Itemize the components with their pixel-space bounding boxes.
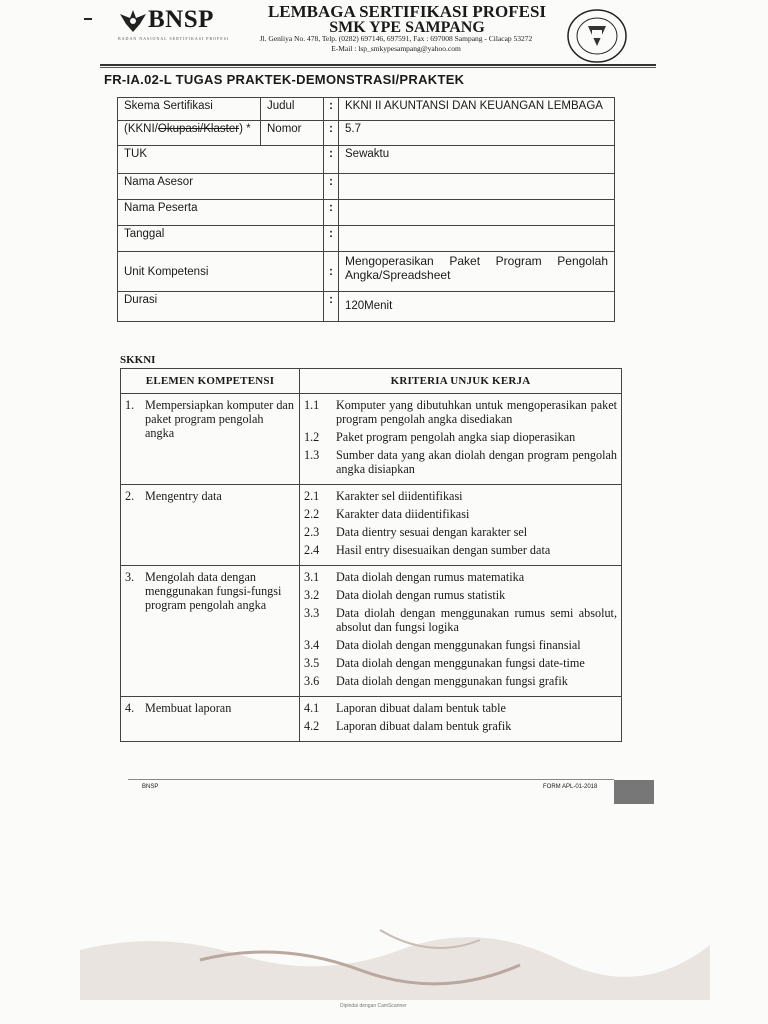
tanggal-label: Tanggal xyxy=(118,226,324,252)
criteria-text: Sumber data yang akan diolah dengan program pengolah angka disiapkan xyxy=(336,448,617,476)
bnsp-bird-icon xyxy=(118,8,148,34)
criteria-text: Data dientry sesuai dengan karakter sel xyxy=(336,525,528,539)
school-seal-icon xyxy=(566,8,628,64)
element-text: Mempersiapkan komputer dan paket program pengolah angka xyxy=(145,398,294,440)
colon: : xyxy=(324,146,339,174)
skema-sub-b: ) * xyxy=(239,123,251,135)
criteria-text: Data diolah dengan menggunakan fungsi grafik xyxy=(336,674,568,688)
colon: : xyxy=(324,174,339,200)
colon: : xyxy=(324,292,339,322)
judul-value: KKNI II AKUNTANSI DAN KEUANGAN LEMBAGA xyxy=(339,98,615,121)
criteria-number: 3.1 xyxy=(304,570,320,584)
colon: : xyxy=(324,252,339,292)
criteria-text: Laporan dibuat dalam bentuk table xyxy=(336,701,506,715)
criteria-text: Laporan dibuat dalam bentuk grafik xyxy=(336,719,512,733)
footer-form-code: FORM APL-01-2018 xyxy=(543,784,598,790)
durasi-value: 120Menit xyxy=(339,292,615,322)
skema-sublabel xyxy=(118,121,261,146)
form-title: FR-IA.02-L TUGAS PRAKTEK-DEMONSTRASI/PRAKTEK xyxy=(104,72,465,87)
criteria-text: Karakter data diidentifikasi xyxy=(336,507,470,521)
element-number: 1. xyxy=(125,398,135,412)
criteria-text: Komputer yang dibutuhkan untuk mengoperasikan paket program pengolah angka disediakan xyxy=(336,398,617,426)
page-number-tab xyxy=(614,780,654,804)
logo-subtext: BADAN NASIONAL SERTIFIKASI PROFESI xyxy=(118,36,230,41)
skema-label: Skema Sertifikasi xyxy=(118,98,261,121)
tuk-value: Sewaktu xyxy=(339,146,615,174)
criteria-number: 3.6 xyxy=(304,674,320,688)
criteria-text: Data diolah dengan menggunakan fungsi date-time xyxy=(336,656,585,670)
criteria-text: Karakter sel diidentifikasi xyxy=(336,489,463,503)
criteria-text: Hasil entry disesuaikan dengan sumber data xyxy=(336,543,551,557)
criteria-text: Data diolah dengan menggunakan rumus semi absolut, absolut dan fungsi logika xyxy=(336,606,617,634)
tuk-label: TUK xyxy=(118,146,324,174)
criteria-number: 2.3 xyxy=(304,525,320,539)
bnsp-logo xyxy=(118,6,230,42)
element-number: 2. xyxy=(125,489,135,503)
skema-sub-a: (KKNI/ xyxy=(124,123,158,135)
criteria-text: Data diolah dengan menggunakan fungsi finansial xyxy=(336,638,581,652)
criteria-number: 2.2 xyxy=(304,507,320,521)
table-row xyxy=(121,485,622,566)
element-number: 4. xyxy=(125,701,135,715)
colon: : xyxy=(324,98,339,121)
logo-text: BNSP xyxy=(148,6,214,33)
competency-table xyxy=(120,368,622,742)
criteria-number: 3.3 xyxy=(304,606,320,620)
criteria-number: 1.3 xyxy=(304,448,320,462)
skema-sub-strike: Okupasi/Klaster xyxy=(157,123,240,135)
table-row xyxy=(121,697,622,742)
colon: : xyxy=(324,200,339,226)
unit-value: Mengoperasikan Paket Program Pengolah Angka/Spreadsheet xyxy=(339,252,615,292)
header-rule xyxy=(100,64,656,66)
info-table xyxy=(117,97,615,322)
criteria-text: Paket program pengolah angka siap dioperasikan xyxy=(336,430,576,444)
criteria-number: 3.5 xyxy=(304,656,320,670)
criteria-text: Data diolah dengan rumus matematika xyxy=(336,570,525,584)
org-email: E-Mail : lsp_smkypesampang@yahoo.com xyxy=(331,44,461,53)
header-rule-thin xyxy=(100,67,656,68)
criteria-number: 1.1 xyxy=(304,398,320,412)
asesor-label: Nama Asesor xyxy=(118,174,324,200)
nomor-value: 5.7 xyxy=(339,121,615,146)
element-text: Mengolah data dengan menggunakan fungsi-fungsi program pengolah angka xyxy=(145,570,282,612)
org-name-line2: SMK YPE SAMPANG xyxy=(329,19,485,36)
durasi-label: Durasi xyxy=(118,292,324,322)
table-row xyxy=(121,394,622,485)
criteria-number: 2.1 xyxy=(304,489,320,503)
peserta-value xyxy=(339,200,615,226)
unit-label: Unit Kompetensi xyxy=(118,252,324,292)
element-text: Mengentry data xyxy=(145,489,222,503)
criteria-number: 2.4 xyxy=(304,543,320,557)
scan-note: Dipindai dengan CamScanner xyxy=(340,1003,407,1009)
skkni-label: SKKNI xyxy=(120,354,156,366)
footer-left: BNSP xyxy=(142,784,159,790)
col-elemen-header: ELEMEN KOMPETENSI xyxy=(121,369,300,394)
colon: : xyxy=(324,226,339,252)
asesor-value xyxy=(339,174,615,200)
criteria-number: 3.2 xyxy=(304,588,320,602)
colon: : xyxy=(324,121,339,146)
criteria-number: 3.4 xyxy=(304,638,320,652)
judul-label: Judul xyxy=(261,98,324,121)
criteria-number: 1.2 xyxy=(304,430,320,444)
scan-smudge xyxy=(80,910,710,1000)
footer-rule xyxy=(128,779,614,780)
criteria-text: Data diolah dengan rumus statistik xyxy=(336,588,506,602)
nomor-label: Nomor xyxy=(261,121,324,146)
scan-mark xyxy=(84,18,92,20)
org-address: Jl. Genliya No. 478, Telp. (0282) 697146, 697591, Fax : 697008 Sampang - Cilacap 53272 xyxy=(259,34,533,43)
criteria-number: 4.2 xyxy=(304,719,320,733)
tanggal-value xyxy=(339,226,615,252)
org-name-line1: LEMBAGA SERTIFIKASI PROFESI xyxy=(267,2,547,21)
peserta-label: Nama Peserta xyxy=(118,200,324,226)
element-text: Membuat laporan xyxy=(145,701,232,715)
table-row xyxy=(121,566,622,697)
criteria-number: 4.1 xyxy=(304,701,320,715)
element-number: 3. xyxy=(125,570,135,584)
col-kriteria-header: KRITERIA UNJUK KERJA xyxy=(300,369,622,394)
